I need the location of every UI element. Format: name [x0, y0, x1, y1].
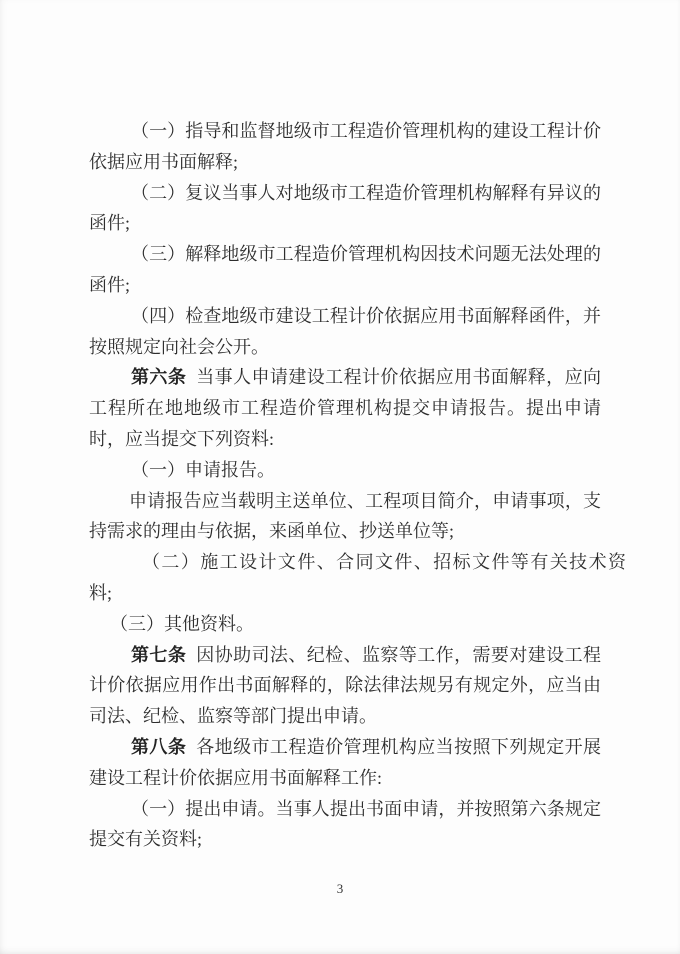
text-line: 时，应当提交下列资料: — [89, 428, 274, 449]
text-line: 提交有关资料; — [89, 829, 203, 850]
text-line: 工程所在地地级市工程造价管理机构提交申请报告。提出申请 — [89, 398, 601, 419]
text-run: 因协助司法、纪检、监察等工作，需要对建设工程 — [196, 644, 601, 665]
article-number: 第八条 — [131, 736, 187, 757]
text-line — [89, 732, 601, 763]
text-line: （三）解释地级市工程造价管理机构因技术问题无法处理的 — [131, 244, 601, 265]
text-line: 持需求的理由与依据，来函单位、抄送单位等; — [89, 521, 454, 542]
text-line: 建设工程计价依据应用书面解释工作: — [89, 767, 382, 788]
text-line: （一）申请报告。 — [131, 459, 275, 480]
article-number: 第七条 — [131, 644, 187, 665]
page-number: 3 — [336, 881, 344, 896]
text-line: 按照规定向社会公开。 — [89, 336, 269, 357]
text-line: 依据应用书面解释; — [89, 151, 239, 172]
text-line: 司法、纪检、监察等部门提出申请。 — [89, 706, 377, 727]
text-line: 函件; — [89, 213, 131, 234]
text-line: 申请报告应当载明主送单位、工程项目简介，申请事项，支 — [129, 490, 601, 511]
text-line: （一）指导和监督地级市工程造价管理机构的建设工程计价 — [131, 121, 601, 141]
text-line: 料; — [89, 582, 113, 603]
text-run: 各地级市工程造价管理机构应当按照下列规定开展 — [196, 736, 601, 757]
text-line — [89, 640, 601, 671]
text-line: 计价依据应用作出书面解释的，除法律法规另有规定外，应当由 — [89, 675, 601, 696]
article-number: 第六条 — [131, 367, 187, 388]
text-line: （二）复议当事人对地级市工程造价管理机构解释有异议的 — [131, 182, 601, 203]
text-run: 当事人申请建设工程计价依据应用书面解释，应向 — [196, 367, 601, 388]
text-line — [89, 362, 601, 393]
text-line: （二）施工设计文件、合同文件、招标文件等有关技术资 — [142, 552, 626, 573]
text-line: （四）检查地级市建设工程计价依据应用书面解释函件，并 — [131, 305, 601, 326]
text-line: （一）提出申请。当事人提出书面申请，并按照第六条规定 — [131, 798, 601, 819]
text-line: 函件; — [89, 274, 131, 295]
text-line: （三）其他资料。 — [110, 613, 254, 634]
document-body — [89, 116, 626, 855]
